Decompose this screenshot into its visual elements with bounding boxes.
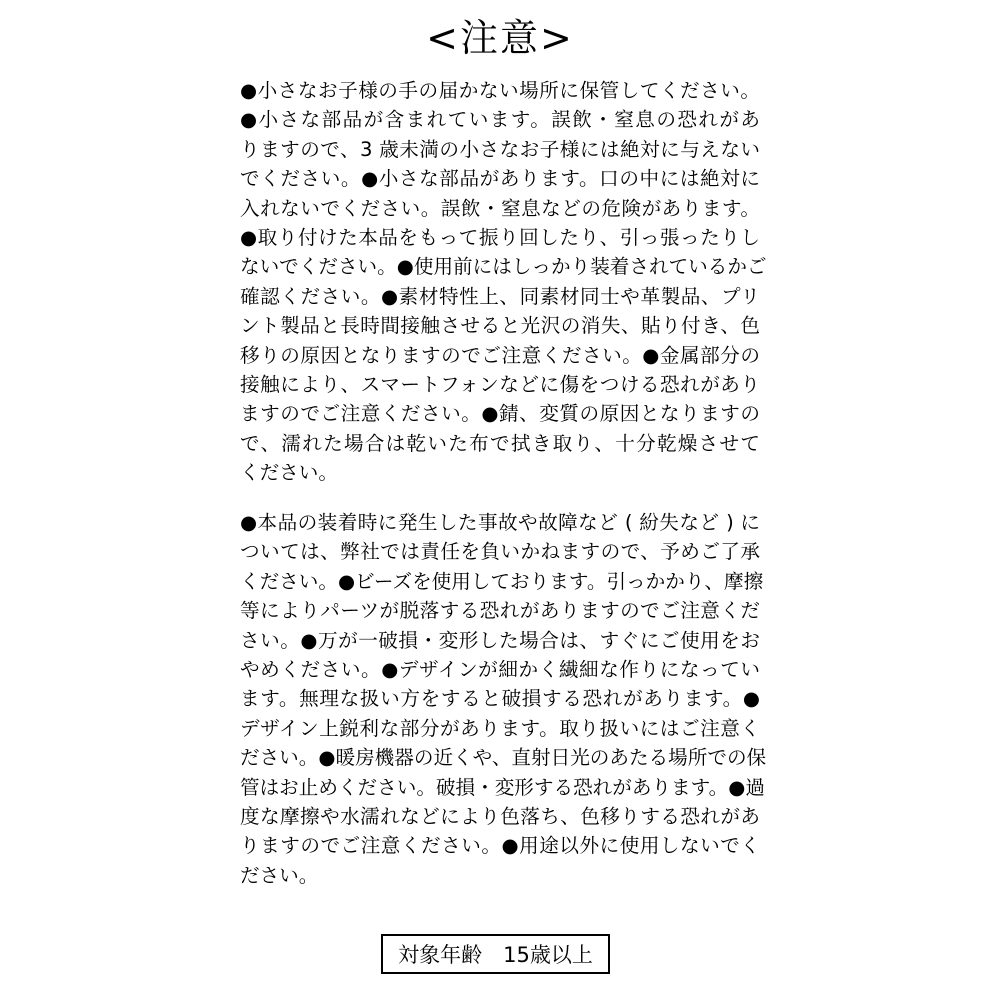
text-line: ください。 xyxy=(240,461,338,485)
target-age-label: 対象年齢 15歳以上 xyxy=(381,934,610,974)
text-line: りますのでご注意ください。●用途以外に使用しないでく xyxy=(240,834,760,858)
text-line: ●小さな部品が含まれています。誤飲・窒息の恐れがあ xyxy=(240,108,760,132)
caution-section-2 xyxy=(240,508,767,890)
text-line: 管はお止めください。破損・変形する恐れがあります。●過 xyxy=(240,775,765,799)
text-line: で、濡れた場合は乾いた布で拭き取り、十分乾燥させて xyxy=(240,431,760,455)
text-line: やめください。●デザインが細かく繊細な作りになってい xyxy=(240,657,760,681)
text-line: さい。●万が一破損・変形した場合は、すぐにご使用をお xyxy=(240,628,760,652)
text-line: ださい。●暖房機器の近くや、直射日光のあたる場所での保 xyxy=(240,746,767,770)
text-line: ●取り付けた本品をもって振り回したり、引っ張ったりし xyxy=(240,225,760,249)
text-line: ますのでご注意ください。●錆、変質の原因となりますの xyxy=(240,402,760,426)
text-line: 確認ください。●素材特性上、同素材同士や革製品、プリ xyxy=(240,284,760,308)
text-line: りますので、3 歳未満の小さなお子様には絶対に与えない xyxy=(240,137,760,161)
text-line: 等によりパーツが脱落する恐れがありますのでご注意くだ xyxy=(240,599,760,623)
text-line: 度な摩擦や水濡れなどにより色落ち、色移りする恐れがあ xyxy=(240,804,760,828)
text-line: ないでください。●使用前にはしっかり装着されているかご xyxy=(240,255,767,279)
text-line: ます。無理な扱い方をすると破損する恐れがあります。● xyxy=(240,687,760,711)
text-line: 移りの原因となりますのでご注意ください。●金属部分の xyxy=(240,343,760,367)
text-line: ついては、弊社では責任を負いかねますので、予めご了承 xyxy=(240,540,760,564)
text-line: 接触により、スマートフォンなどに傷をつける恐れがあり xyxy=(240,372,760,396)
text-line: ●本品の装着時に発生した事故や故障など ( 紛失など ) に xyxy=(240,511,760,534)
text-line: ください。●ビーズを使用しております。引っかかり、摩擦 xyxy=(240,569,764,593)
page-title: <注意> xyxy=(426,16,574,60)
text-line: ント製品と長時間接触させると光沢の消失、貼り付き、色 xyxy=(240,314,760,338)
text-line: ●小さなお子様の手の届かない場所に保管してください。 xyxy=(240,79,760,102)
caution-section-1 xyxy=(240,76,767,487)
text-line: デザイン上鋭利な部分があります。取り扱いにはご注意く xyxy=(240,716,760,740)
text-line: でください。●小さな部品があります。口の中には絶対に xyxy=(240,167,760,191)
text-line: 入れないでください。誤飲・窒息などの危険があります。 xyxy=(240,196,760,220)
text-line: ださい。 xyxy=(240,863,319,887)
